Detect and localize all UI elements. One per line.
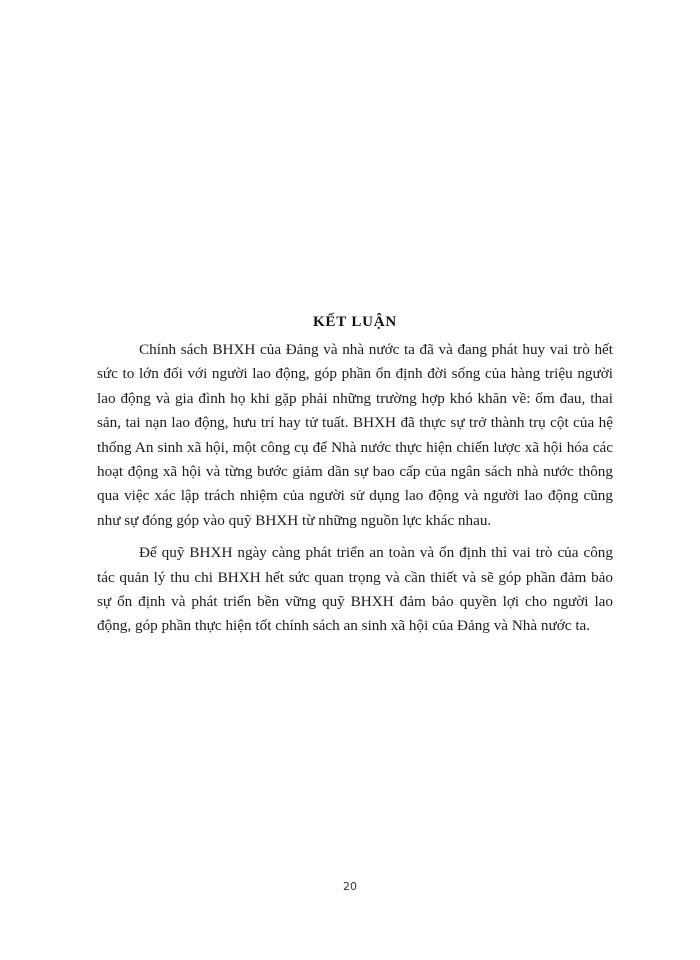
section-title: KẾT LUẬN	[312, 314, 398, 330]
page-content	[97, 312, 613, 639]
page-number: 20	[343, 880, 357, 893]
paragraph-1: Chính sách BHXH của Đảng và nhà nước ta đã và đang phát huy vai trò hết sức to lớn đối với người lao động, góp phần ổn định đời sống của hàng triệu người lao động và gia đình họ khi gặp phải những trường hợp khó khăn về: ốm đau, thai sản, tai nạn lao động, hưu trí hay tử tuất. BHXH đã thực sự trở thành trụ cột của hệ thống An sinh xã hội, một công cụ để Nhà nước thực hiện chiến lược xã hội hóa các hoạt động xã hội và từng bước giảm dần sự bao cấp của ngân sách nhà nước thông qua việc xác lập trách nhiệm của người sử dụng lao động và người lao động cũng như sự đóng góp vào quỹ BHXH từ những nguồn lực khác nhau.	[97, 341, 613, 529]
paragraph-2: Để quỹ BHXH ngày càng phát triển an toàn và ổn định thì vai trò của công tác quản lý thu chi BHXH hết sức quan trọng và cần thiết và sẽ góp phần đảm bảo sự ổn định và phát triển bền vững quỹ BHXH đảm bảo quyền lợi cho người lao động, góp phần thực hiện tốt chính sách an sinh xã hội của Đảng và Nhà nước ta.	[97, 544, 613, 635]
